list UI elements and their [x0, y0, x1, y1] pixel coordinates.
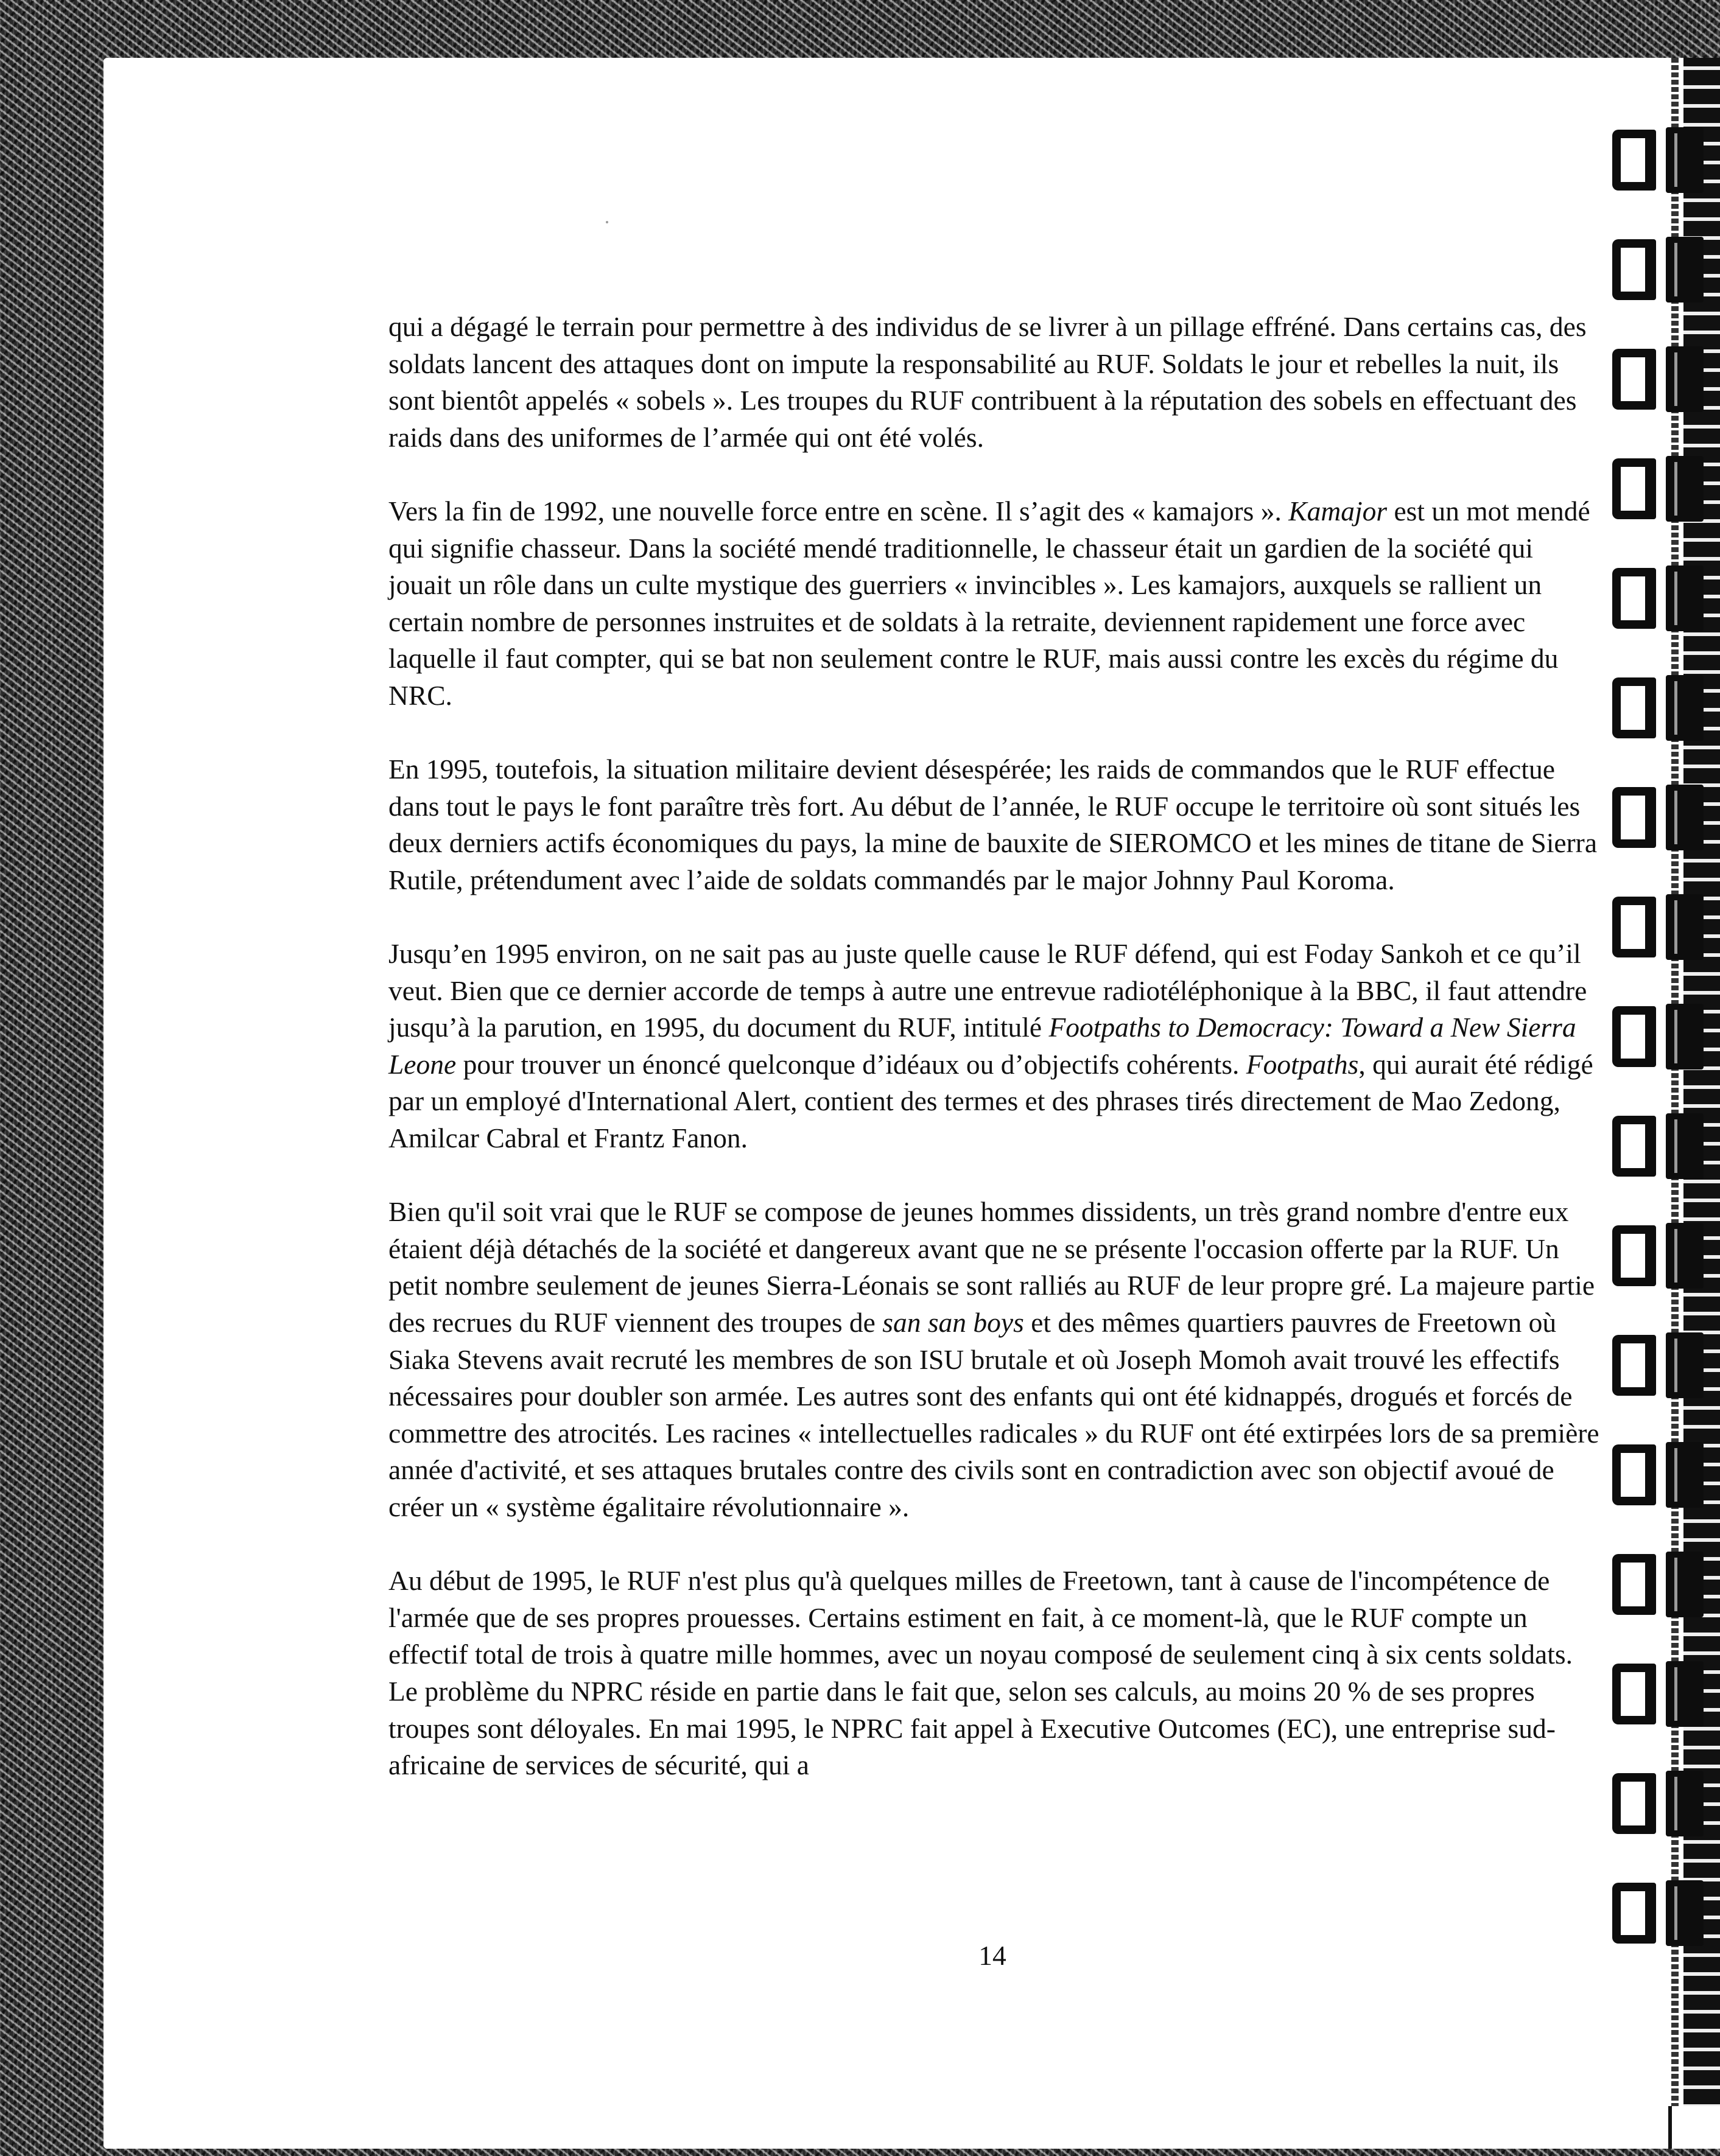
paragraph-text: Jusqu’en 1995 environ, on ne sait pas au juste quelle cause le RUF défend, qui est Foday Sankoh et ce qu’il veut. Bien que ce dernier accorde de temps à autre une entrevue radiotéléphonique à la BBC, il faut attendre jusqu’à la parution, en 1995, du document du RUF, intitulé [388, 938, 1587, 1043]
ring-loop [1612, 1116, 1656, 1177]
binding-ring [1612, 1116, 1704, 1177]
ring-loop [1612, 1006, 1656, 1067]
ring-bar [1666, 237, 1704, 303]
stray-mark [606, 221, 608, 223]
ring-shine [1674, 243, 1677, 296]
ring-loop [1612, 677, 1656, 738]
italic-term: san san boys [882, 1307, 1024, 1339]
paragraph-text: Vers la fin de 1992, une nouvelle force entre en scène. Il s’agit des « kamajors ». [388, 495, 1289, 527]
ring-shine [1674, 1886, 1677, 1940]
binding-ring [1612, 130, 1704, 191]
binding-ring [1612, 1664, 1704, 1724]
paragraph [388, 1563, 1603, 1784]
ring-shine [1674, 900, 1677, 954]
paragraph-text: Au début de 1995, le RUF n'est plus qu'à quelques milles de Freetown, tant à cause de l'incompétence de l'armée que de ses propres prouesses. Certains estiment en fait, à ce moment-là, que le RUF compte un effectif total de trois à quatre mille hommes, avec un noyau composé de seulement cinq à six cents soldats. Le problème du NPRC réside en partie dans le fait que, selon ses calculs, au moins 20 % de ses propres troupes sont déloyales. En mai 1995, le NPRC fait appel à Executive Outcomes (EC), une entreprise sud-africaine de services de sécurité, qui a [388, 1565, 1573, 1781]
ring-bar [1666, 1771, 1704, 1836]
ring-bar [1666, 1552, 1704, 1617]
ring-bar [1666, 456, 1704, 522]
ring-loop [1612, 1225, 1656, 1286]
ring-loop [1612, 1664, 1656, 1724]
ring-loop [1612, 1883, 1656, 1944]
ring-loop [1612, 130, 1656, 191]
paragraph-text: qui a dégagé le terrain pour permettre à des individus de se livrer à un pillage effréné. Dans certains cas, des soldats lancent des attaques dont on impute la responsabilité au RUF. Soldats le jour et rebelles la nuit, ils sont bientôt appelés « sobels ». Les troupes du RUF contribuent à la réputation des sobels en effectuant des raids dans des uniformes de l’armée qui ont été volés. [388, 311, 1587, 453]
paragraph [388, 1194, 1603, 1525]
ring-bar [1666, 1880, 1704, 1946]
paragraph-text: , qui aurait été rédigé par un employé d'International Alert, contient des termes et des phrases tirés directement de Mao Zedong, Amilcar Cabral et Frantz Fanon. [388, 1048, 1593, 1154]
ring-loop [1612, 897, 1656, 957]
paragraph-text: Bien qu'il soit vrai que le RUF se compose de jeunes hommes dissidents, un très grand nombre d'entre eux étaient déjà détachés de la société et dangereux avant que ne se présente l'occasion offerte par la RUF. Un petit nombre seulement de jeunes Sierra-Léonais se sont ralliés au RUF de leur propre gré. La majeure partie des recrues du RUF viennent des troupes de [388, 1196, 1595, 1339]
ring-bar [1666, 1661, 1704, 1727]
page-body [388, 309, 1603, 1784]
italic-term: Kamajor [1288, 495, 1388, 527]
binding-ring [1612, 1444, 1704, 1505]
binding-ring [1612, 1225, 1704, 1286]
ring-loop [1612, 349, 1656, 410]
paragraph [388, 493, 1603, 715]
binding-bottom [1668, 2106, 1720, 2149]
ring-bar [1666, 1113, 1704, 1179]
ring-bar [1666, 127, 1704, 193]
paragraph-text: et des mêmes quartiers pauvres de Freetown où Siaka Stevens avait recruté les membres de son ISU brutale et où Joseph Momoh avait trouvé les effectifs nécessaires pour doubler son armée. Les autres sont des enfants qui ont été kidnappés, drogués et forcés de commettre des atrocités. Les racines « intellectuelles radicales » du RUF ont été extirpées lors de sa première année d'activité, et ses attaques brutales contre des civils sont en contradiction avec son objectif avoué de créer un « système égalitaire révolutionnaire ». [388, 1307, 1599, 1522]
page-number: 14 [978, 1940, 1006, 1971]
binding-ring [1612, 349, 1704, 410]
paragraph [388, 309, 1603, 456]
ring-bar [1666, 1223, 1704, 1289]
ring-shine [1674, 462, 1677, 516]
ring-shine [1674, 1667, 1677, 1721]
ring-loop [1612, 1335, 1656, 1396]
ring-shine [1674, 1119, 1677, 1173]
binding-ring [1612, 1554, 1704, 1615]
ring-bar [1666, 565, 1704, 631]
binding-ring [1612, 239, 1704, 300]
ring-loop [1612, 1554, 1656, 1615]
ring-shine [1674, 133, 1677, 187]
ring-shine [1674, 1777, 1677, 1830]
ring-loop [1612, 568, 1656, 629]
binding-ring [1612, 897, 1704, 957]
ring-bar [1666, 1332, 1704, 1398]
ring-bar [1666, 346, 1704, 412]
ring-loop [1612, 458, 1656, 519]
italic-title: Footpaths to Democracy: Toward a New Sierra Leone [388, 1012, 1576, 1080]
binding-ring [1612, 1006, 1704, 1067]
ring-bar [1666, 1442, 1704, 1508]
ring-shine [1674, 791, 1677, 844]
ring-shine [1674, 1229, 1677, 1283]
binding-ring [1612, 1335, 1704, 1396]
ring-shine [1674, 1448, 1677, 1502]
binding-ring [1612, 1883, 1704, 1944]
paragraph-text: pour trouver un énoncé quelconque d’idéaux ou d’objectifs cohérents. [456, 1048, 1246, 1080]
ring-loop [1612, 1444, 1656, 1505]
ring-bar [1666, 675, 1704, 741]
binding-ring [1612, 787, 1704, 848]
paragraph [388, 936, 1603, 1157]
spiral-binding-icon [1595, 58, 1720, 2149]
binding-ring [1612, 1773, 1704, 1834]
paragraph [388, 751, 1603, 898]
ring-shine [1674, 1010, 1677, 1063]
ring-bar [1666, 1004, 1704, 1069]
ring-shine [1674, 1558, 1677, 1611]
ring-loop [1612, 1773, 1656, 1834]
ring-shine [1674, 352, 1677, 406]
ring-shine [1674, 572, 1677, 625]
binding-ring [1612, 568, 1704, 629]
ring-loop [1612, 787, 1656, 848]
ring-loop [1612, 239, 1656, 300]
paragraph-text: En 1995, toutefois, la situation militaire devient désespérée; les raids de commandos que le RUF effectue dans tout le pays le font paraître très fort. Au début de l’année, le RUF occupe le territoire où sont situés les deux derniers actifs économiques du pays, la mine de bauxite de SIEROMCO et les mines de titane de Sierra Rutile, prétendument avec l’aide de soldats commandés par le major Johnny Paul Koroma. [388, 754, 1598, 895]
ring-bar [1666, 785, 1704, 850]
binding-ring [1612, 677, 1704, 738]
binding-ring [1612, 458, 1704, 519]
italic-title: Footpaths [1246, 1048, 1359, 1080]
ring-shine [1674, 1339, 1677, 1392]
paragraph-text: est un mot mendé qui signifie chasseur. Dans la société mendé traditionnelle, le chasseur était un gardien de la société qui jouait un rôle dans un culte mystique des guerriers « invincibles ». Les kamajors, auxquels se rallient un certain nombre de personnes instruites et de soldats à la retraite, deviennent rapidement une force avec laquelle il faut compter, qui se bat non seulement contre le RUF, mais aussi contre les excès du régime du NRC. [388, 495, 1590, 711]
document-page [104, 58, 1720, 2149]
ring-bar [1666, 894, 1704, 960]
ring-shine [1674, 681, 1677, 735]
